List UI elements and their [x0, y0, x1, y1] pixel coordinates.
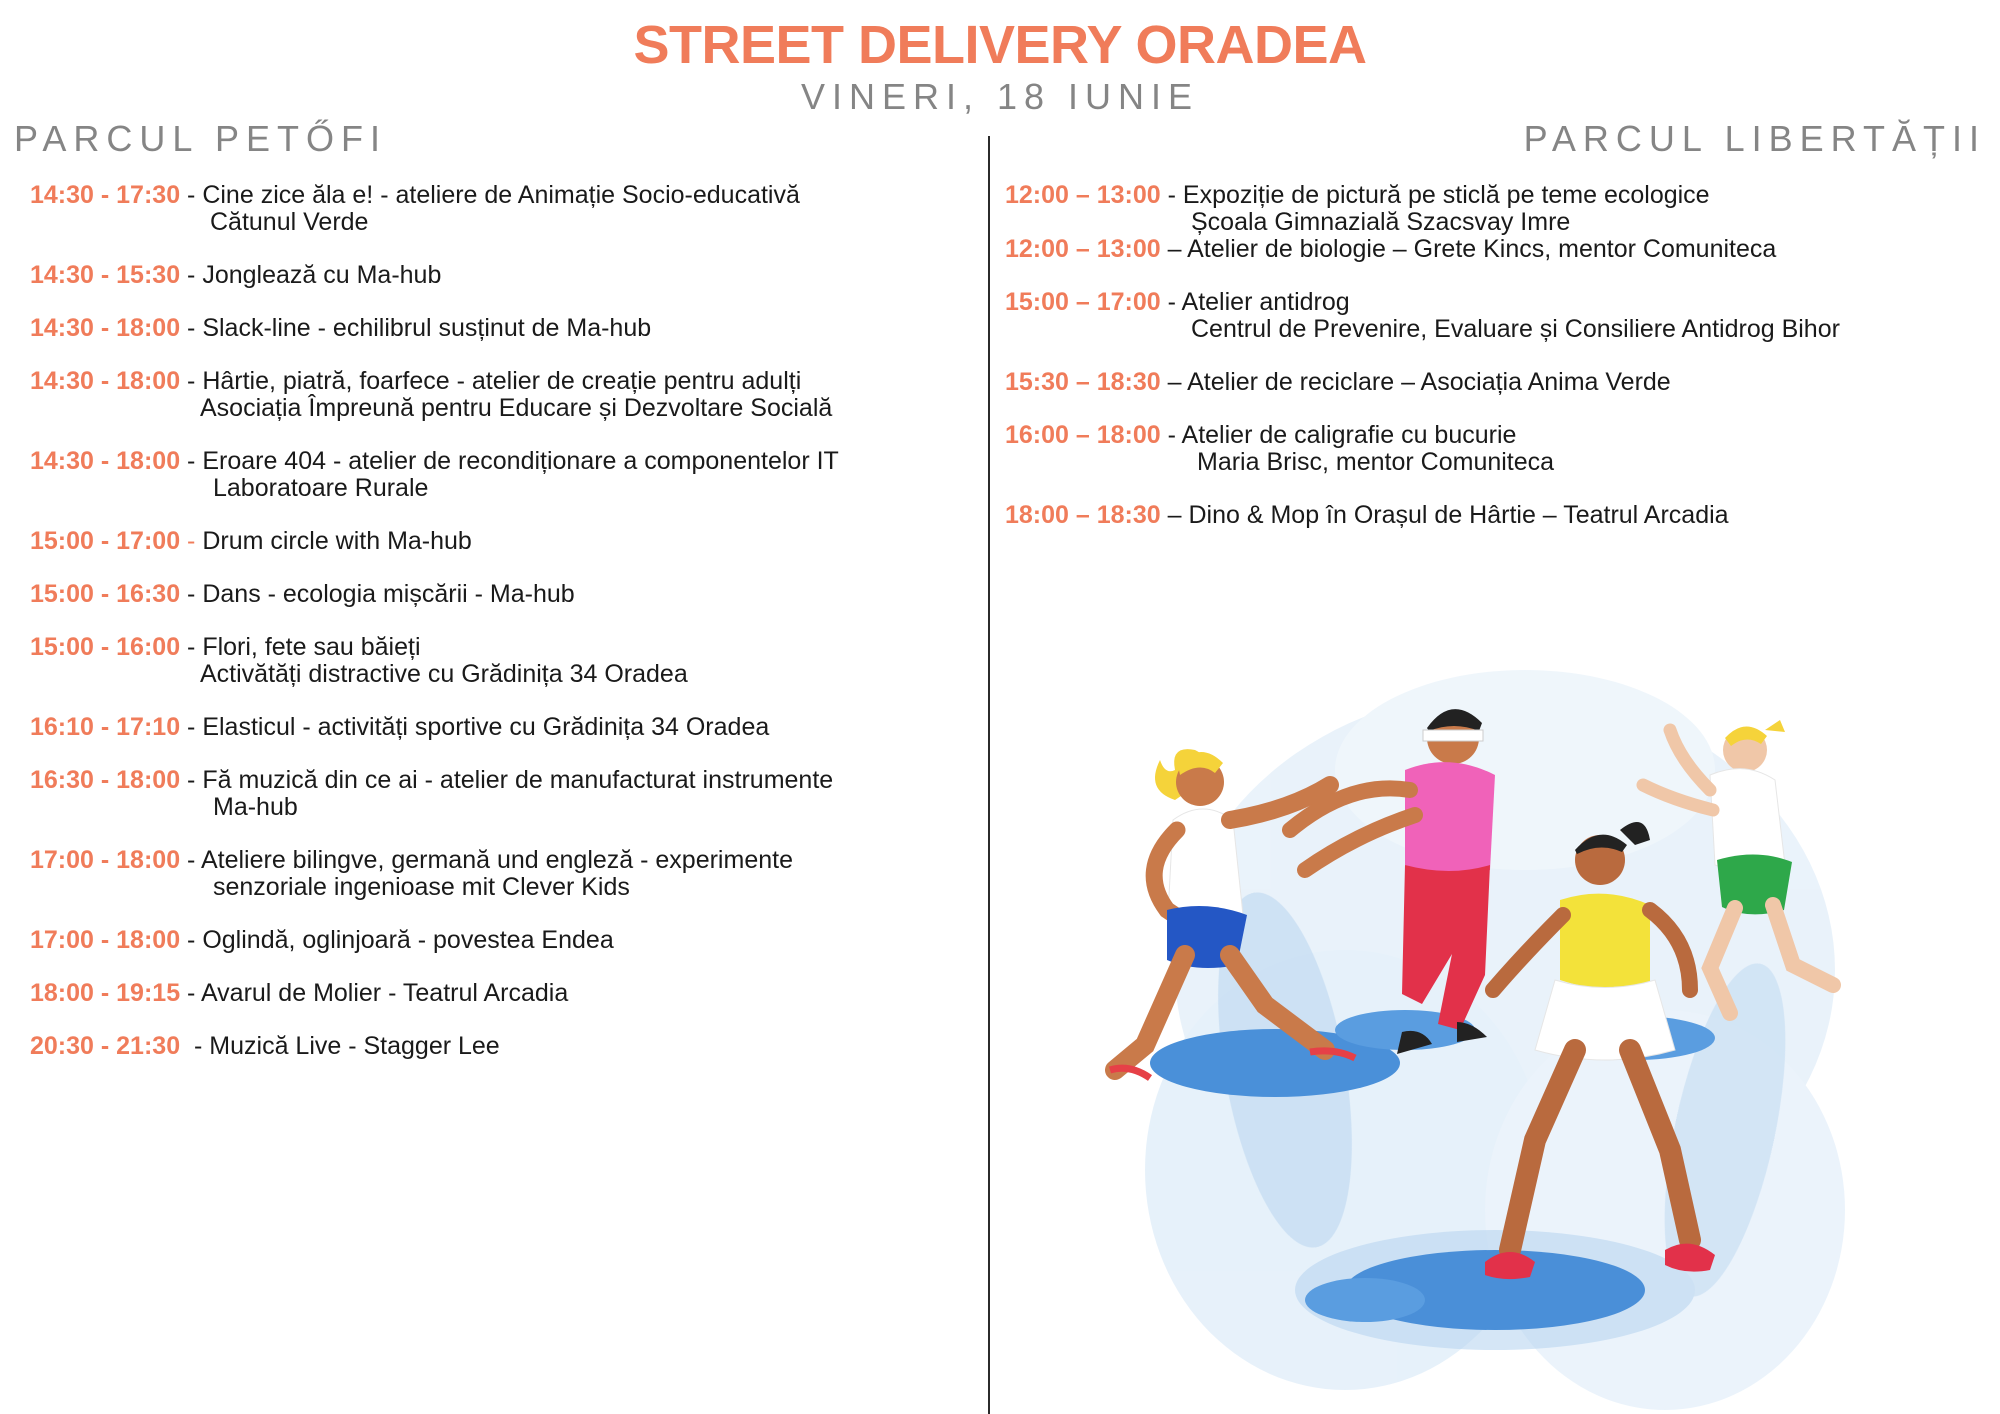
schedule-entry: 14:30 - 15:30 - Jonglează cu Ma-hub	[30, 261, 442, 289]
entry-title: Dino & Mop în Orașul de Hârtie – Teatrul Arcadia	[1188, 501, 1729, 529]
entry-organizer: senzoriale ingenioase mit Clever Kids	[213, 873, 630, 901]
entry-time: 15:00 - 17:00	[30, 527, 181, 555]
entry-time: 15:00 - 16:00	[30, 633, 181, 661]
entry-title: Elasticul - activități sportive cu Grădinița 34 Oradea	[202, 713, 770, 741]
children-playing-blindfold-game-illustration	[1105, 650, 1905, 1414]
entry-time: 16:10 - 17:10	[30, 713, 181, 741]
schedule-right	[1005, 182, 1985, 555]
entry-organizer: Ma-hub	[213, 793, 298, 821]
schedule-entry: 14:30 - 18:00 - Hârtie, piatră, foarfece - atelier de creație pentru adulți Asociația Împreună pentru Educare și Dezvoltare Socială	[30, 368, 980, 422]
schedule-entry: 15:00 - 17:00 - Drum circle with Ma-hub	[30, 527, 472, 555]
entry-organizer: Cătunul Verde	[210, 208, 369, 236]
entry-time: 15:00 – 17:00	[1005, 288, 1161, 316]
schedule-entry: 17:00 - 18:00 - Oglindă, oglinjoară - povestea Endea	[30, 926, 614, 954]
entry-title: Atelier de reciclare – Asociația Anima Verde	[1187, 368, 1671, 396]
entry-time: 14:30 - 17:30	[30, 181, 181, 209]
entry-time: 18:00 - 19:15	[30, 979, 181, 1007]
entry-title: Oglindă, oglinjoară - povestea Endea	[202, 926, 614, 954]
schedule-entry: 16:00 – 18:00 - Atelier de caligrafie cu bucurie Maria Brisc, mentor Comuniteca	[1005, 422, 1985, 476]
schedule-entry: 16:30 - 18:00 - Fă muzică din ce ai - atelier de manufacturat instrumente Ma-hub	[30, 767, 980, 821]
entry-organizer: Școala Gimnazială Szacsvay Imre	[1191, 208, 1571, 236]
entry-time: 15:30 – 18:30	[1005, 368, 1161, 396]
schedule-entry: 12:00 – 13:00 - Expoziție de pictură pe sticlă pe teme ecologice Școala Gimnazială Szacsvay Imre	[1005, 182, 1985, 236]
entry-organizer: Activătăți distractive cu Grădinița 34 Oradea	[200, 660, 688, 688]
schedule-entry: 14:30 - 17:30 - Cine zice ăla e! - ateliere de Animație Socio-educativă Cătunul Verde	[30, 182, 980, 236]
entry-time: 18:00 – 18:30	[1005, 501, 1161, 529]
entry-time: 14:30 - 18:00	[30, 314, 181, 342]
entry-time: 17:00 - 18:00	[30, 846, 181, 874]
entry-title: Atelier antidrog	[1181, 288, 1350, 316]
schedule-entry: 14:30 - 18:00 - Eroare 404 - atelier de recondiționare a componentelor IT Laboratoare Rurale	[30, 448, 980, 502]
park-heading-right: PARCUL LIBERTĂȚII	[1523, 118, 1986, 159]
entry-time: 14:30 - 15:30	[30, 261, 181, 289]
entry-time: 14:30 - 18:00	[30, 447, 181, 475]
entry-time: 16:00 – 18:00	[1005, 421, 1161, 449]
schedule-entry: 15:00 – 17:00 - Atelier antidrog Centrul de Prevenire, Evaluare și Consiliere Antidrog Bihor	[1005, 289, 1985, 343]
park-heading-left: PARCUL PETŐFI	[14, 118, 388, 159]
schedule-entry: 20:30 - 21:30 - Muzică Live - Stagger Lee	[30, 1032, 500, 1060]
event-date: VINERI, 18 IUNIE	[800, 76, 1200, 117]
column-divider	[988, 136, 990, 1414]
entry-time: 20:30 - 21:30	[30, 1032, 181, 1060]
schedule-entry: 17:00 - 18:00 - Ateliere bilingve, germană und engleză - experimente senzoriale ingenioase mit Clever Kids	[30, 847, 980, 901]
entry-title: Eroare 404 - atelier de recondiționare a componentelor IT	[202, 447, 839, 475]
entry-title: Atelier de caligrafie cu bucurie	[1181, 421, 1517, 449]
entry-title: Cine zice ăla e! - ateliere de Animație Socio-educativă	[202, 181, 800, 209]
entry-time: 17:00 - 18:00	[30, 926, 181, 954]
schedule-entry: 16:10 - 17:10 - Elasticul - activități sportive cu Grădinița 34 Oradea	[30, 713, 770, 741]
entry-title: Jonglează cu Ma-hub	[202, 261, 442, 289]
entry-time: 16:30 - 18:00	[30, 766, 181, 794]
entry-organizer: Laboratoare Rurale	[213, 474, 429, 502]
entry-title: Hârtie, piatră, foarfece - atelier de creație pentru adulți	[202, 367, 802, 395]
entry-title: Ateliere bilingve, germană und engleză - experimente	[200, 846, 793, 874]
entry-time: 15:00 - 16:30	[30, 580, 181, 608]
schedule-entry: 15:00 - 16:30 - Dans - ecologia mișcării - Ma-hub	[30, 580, 575, 608]
entry-title: Fă muzică din ce ai - atelier de manufacturat instrumente	[202, 766, 834, 794]
entry-time: 12:00 – 13:00	[1005, 235, 1161, 263]
entry-title: Expoziție de pictură pe sticlă pe teme ecologice	[1182, 181, 1710, 209]
entry-organizer: Centrul de Prevenire, Evaluare și Consiliere Antidrog Bihor	[1191, 315, 1840, 343]
schedule-entry: 18:00 - 19:15 - Avarul de Molier - Teatrul Arcadia	[30, 979, 569, 1007]
entry-title: Slack-line - echilibrul susținut de Ma-hub	[202, 314, 652, 342]
entry-organizer: Maria Brisc, mentor Comuniteca	[1197, 448, 1555, 476]
entry-title: Drum circle with Ma-hub	[202, 527, 472, 555]
schedule-entry: 12:00 – 13:00 – Atelier de biologie – Grete Kincs, mentor Comuniteca	[1005, 235, 1777, 263]
entry-organizer: Asociația Împreună pentru Educare și Dezvoltare Socială	[200, 394, 833, 422]
schedule-entry: 15:30 – 18:30 – Atelier de reciclare – Asociația Anima Verde	[1005, 368, 1671, 396]
schedule-entry: 15:00 - 16:00 - Flori, fete sau băieți Activătăți distractive cu Grădinița 34 Oradea	[30, 634, 980, 688]
page-title: STREET DELIVERY ORADEA	[633, 15, 1367, 75]
entry-title: Muzică Live - Stagger Lee	[209, 1032, 500, 1060]
schedule-left	[30, 182, 980, 1086]
entry-title: Avarul de Molier - Teatrul Arcadia	[200, 979, 569, 1007]
entry-time: 14:30 - 18:00	[30, 367, 181, 395]
entry-time: 12:00 – 13:00	[1005, 181, 1161, 209]
entry-title: Atelier de biologie – Grete Kincs, mentor Comuniteca	[1187, 235, 1777, 263]
schedule-entry: 18:00 – 18:30 – Dino & Mop în Orașul de Hârtie – Teatrul Arcadia	[1005, 501, 1729, 529]
entry-title: Flori, fete sau băieți	[202, 633, 421, 661]
schedule-entry: 14:30 - 18:00 - Slack-line - echilibrul susținut de Ma-hub	[30, 314, 652, 342]
entry-title: Dans - ecologia mișcării - Ma-hub	[202, 580, 575, 608]
